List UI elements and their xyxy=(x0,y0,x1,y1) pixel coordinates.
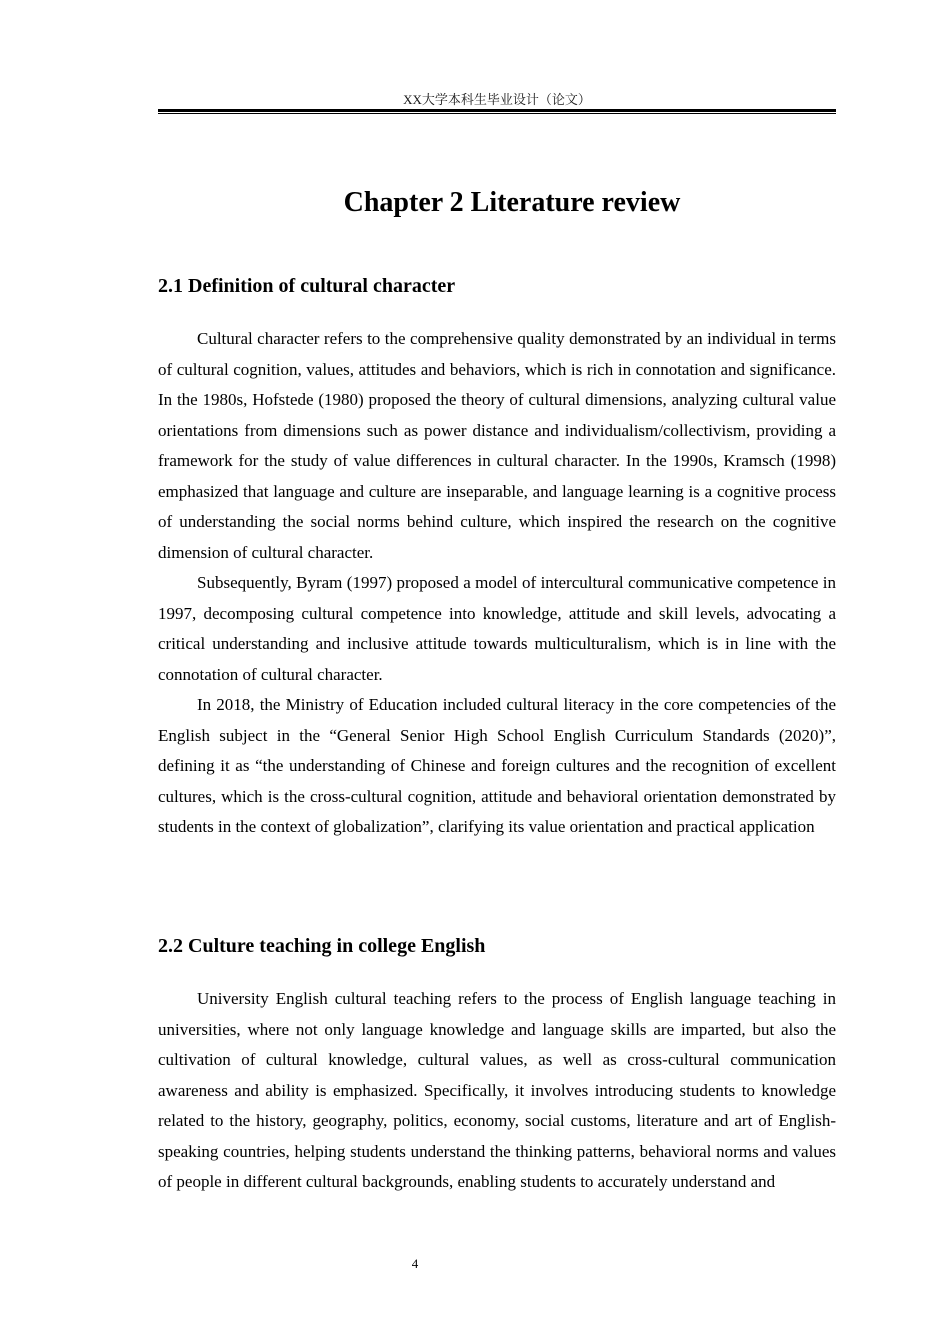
paragraph: In 2018, the Ministry of Education included cultural literacy in the core competencies of the English subject in the “General Senior High School English Curriculum Standards (2020)”, defining it as “the understanding of Chinese and foreign cultures and the recognition of excellent cultures, which is the cross-cultural cognition, attitude and behavioral orientation demonstrated by students in the context of globalization”, clarifying its value orientation and practical application xyxy=(158,695,836,836)
paragraph: Subsequently, Byram (1997) proposed a model of intercultural communicative competence in 1997, decomposing cultural competence into knowledge, attitude and skill levels, advocating a critical understanding and inclusive attitude towards multiculturalism, which is in line with the connotation of cultural character. xyxy=(158,573,836,684)
running-header: XX大学本科生毕业设计（论文） xyxy=(403,92,591,107)
paragraph: Cultural character refers to the comprehensive quality demonstrated by an individual in terms of cultural cognition, values, attitudes and behaviors, which is rich in connotation and significance. In the 1980s, Hofstede (1980) proposed the theory of cultural dimensions, analyzing cultural value orientations from dimensions such as power distance and individualism/collectivism, providing a framework for the study of value differences in cultural character. In the 1990s, Kramsch (1998) emphasized that language and culture are inseparable, and language learning is a cognitive process of understanding the social norms behind culture, which inspired the research on the cognitive dimension of cultural character. xyxy=(158,329,836,562)
paragraph: University English cultural teaching refers to the process of English language teaching in universities, where not only language knowledge and language skills are imparted, but also the cultivation of cultural knowledge, cultural values, as well as cross-cultural communication awareness and ability is emphasized. Specifically, it involves introducing students to knowledge related to the history, geography, politics, economy, social customs, literature and art of English-speaking countries, helping students understand the thinking patterns, behavioral norms and values of people in different cultural backgrounds, enabling students to accurately understand and xyxy=(158,989,836,1191)
header-rule-secondary xyxy=(158,113,836,114)
section-body-2-1 xyxy=(158,324,836,843)
section-heading-2-2: 2.2 Culture teaching in college English xyxy=(158,935,486,957)
page-number: 4 xyxy=(411,1256,419,1271)
section-heading-2-1: 2.1 Definition of cultural character xyxy=(158,275,456,297)
chapter-title: Chapter 2 Literature review xyxy=(343,187,681,218)
section-body-2-2 xyxy=(158,984,836,1198)
header-rule xyxy=(158,109,836,112)
